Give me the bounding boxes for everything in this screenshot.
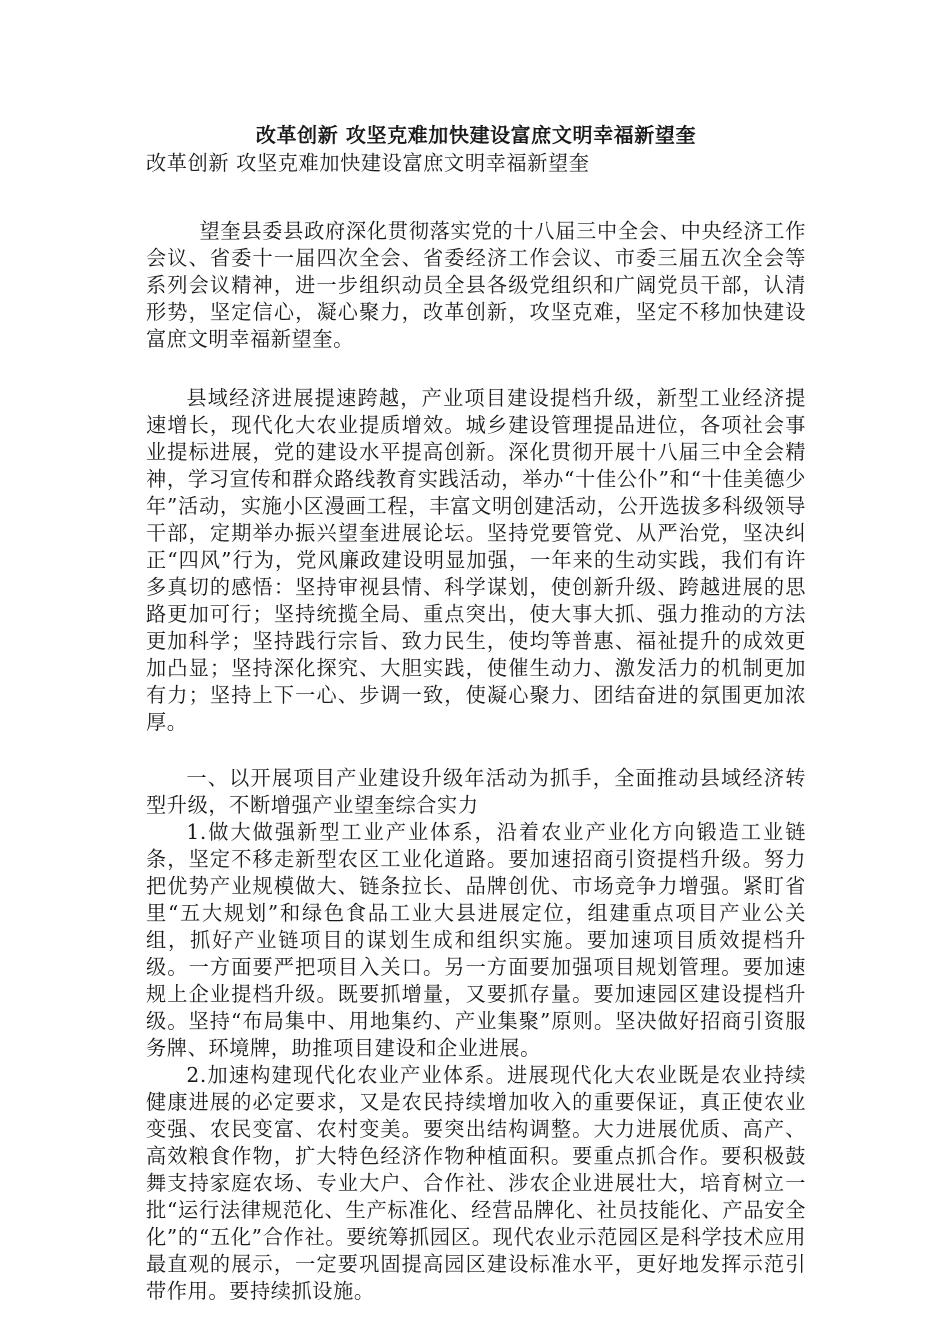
paragraph-review: 县域经济进展提速跨越，产业项目建设提档升级，新型工业经济提速增长，现代化大农业提质增效。城乡建设管理提品进位，各项社会事业提标进展，党的建设水平提高创新。深化贯彻开展十八届三中全会精神，学习宣传和群众路线教育实践活动，举办“十佳公仆”和“十佳美德少年”活动，实施小区漫画工程，丰富文明创建活动，公开选拔多科级领导干部，定期举办振兴望奎进展论坛。坚持党要管党、从严治党，坚决纠正“四风”行为，党风廉政建设明显加强，一年来的生动实践，我们有许多真切的感悟：坚持审视县情、科学谋划，使创新升级、跨越进展的思路更加可行；坚持统揽全局、重点突出，使大事大抓、强力推动的方法更加科学；坚持践行宗旨、致力民生，使均等普惠、福祉提升的成效更加凸显；坚持深化探究、大胆实践，使催生动力、激发活力的机制更加有力；坚持上下一心、步调一致，使凝心聚力、团结奋进的氛围更加浓厚。: [146, 386, 806, 734]
section-heading-one: 一、以开展项目产业建设升级年活动为抓手，全面推动县域经济转型升级，不断增强产业望奎综合实力: [146, 766, 806, 817]
document-title: 改革创新 攻坚克难加快建设富庶文明幸福新望奎: [255, 123, 697, 147]
paragraph-item-two: 2.加速构建现代化农业产业体系。进展现代化大农业既是农业持续健康进展的必定要求，又是农民持续增加收入的重要保证，真正使农业变强、农民变富、农村变美。要突出结构调整。大力进展优质、高产、高效粮食作物，扩大特色经济作物种植面积。要重点抓合作。要积极鼓舞支持家庭农场、专业大户、合作社、涉农企业进展壮大，培育树立一批“运行法律规范化、生产标准化、经营品牌化、社员技能化、产品安全化”的“五化”合作社。要统筹抓园区。现代农业示范园区是科学技术应用最直观的展示，一定要巩固提高园区建设标准水平，更好地发挥示范引带作用。要持续抓设施。: [146, 1063, 806, 1303]
document-page: [146, 120, 806, 1305]
paragraph-item-one: 1.做大做强新型工业产业体系，沿着农业产业化方向锻造工业链条，坚定不移走新型农区工业化道路。要加速招商引资提档升级。努力把优势产业规模做大、链条拉长、品牌创优、市场竞争力增强。紧盯省里“五大规划”和绿色食品工业大县进展定位，组建重点项目产业公关组，抓好产业链项目的谋划生成和组织实施。要加速项目质效提档升级。一方面要严把项目入关口。另一方面要加强项目规划管理。要加速规上企业提档升级。既要抓增量，又要抓存量。要加速园区建设提档升级。坚持“布局集中、用地集约、产业集聚”原则。坚决做好招商引资服务牌、环境牌，助推项目建设和企业进展。: [146, 820, 806, 1060]
document-subtitle: 改革创新 攻坚克难加快建设富庶文明幸福新望奎: [146, 151, 590, 175]
paragraph-intro: 望奎县委县政府深化贯彻落实党的十八届三中全会、中央经济工作会议、省委十一届四次全会、省委经济工作会议、市委三届五次全会等系列会议精神，进一步组织动员全县各级党组织和广阔党员干部，认清形势，坚定信心，凝心聚力，改革创新，攻坚克难，坚定不移加快建设富庶文明幸福新望奎。: [146, 219, 806, 351]
